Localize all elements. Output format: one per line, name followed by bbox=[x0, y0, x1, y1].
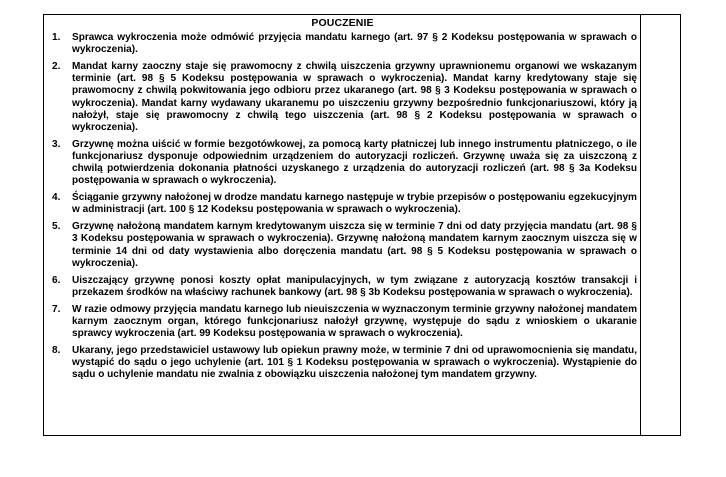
item-number: 5. bbox=[52, 221, 61, 233]
item-number: 3. bbox=[52, 138, 61, 150]
instructions-cell bbox=[44, 15, 641, 386]
list-item bbox=[44, 221, 641, 270]
item-text: Grzywnę nałożoną mandatem karnym kredytowanym uiszcza się w terminie 7 dni od daty przyjęcia mandatu (art. 98 § 3 Kodeksu postępowania w sprawach o wykroczenia). Grzywnę nałożoną mandatem karnym zaocznym uiszcza się w terminie 14 dni od daty wystawienia albo doręczenia mandatu (art. 98 § 5 Kodeksu postępowania w sprawach o wykroczenia). bbox=[72, 221, 637, 269]
list-item bbox=[44, 304, 641, 341]
item-text: Mandat karny zaoczny staje się prawomocny z chwilą uiszczenia grzywny uprawnionemu organowi we wskazanym terminie (art. 98 § 5 Kodeksu postępowania w sprawach o wykroczenia). Mandat karny kredytowany staje się prawomocny z chwilą pokwitowania jego odbioru przez ukaranego (art. 98 § 3 Kodeksu postępowania w sprawach o wykroczenia). Mandat karny wydawany ukaranemu po uiszczeniu grzywny bezpośrednio funkcjonariuszowi, który ją nałożył, staje się prawomocny z chwilą tego uiszczenia (art. 98 § 2 Kodeksu postępowania w sprawach o wykroczenia). bbox=[72, 61, 637, 134]
item-text: Sprawca wykroczenia może odmówić przyjęcia mandatu karnego (art. 97 § 2 Kodeksu postępowania w sprawach o wykroczenia). bbox=[72, 32, 637, 56]
empty-side-column bbox=[640, 15, 680, 435]
item-number: 2. bbox=[52, 61, 61, 72]
item-text: Ukarany, jego przedstawiciel ustawowy lub opiekun prawny może, w terminie 7 dni od uprawomocnienia się mandatu, wystąpić do sądu o jego uchylenie (art. 101 § 1 Kodeksu postępowania w sprawach o wykroczenia). Wystąpienie do sądu o uchylenie mandatu nie zwalnia z obowiązku uiszczenia nałożonej tym mandatem grzywny. bbox=[72, 344, 637, 381]
item-text: W razie odmowy przyjęcia mandatu karnego lub nieuiszczenia w wyznaczonym terminie grzywny nałożonej mandatem karnym zaocznym organ, którego funkcjonariusz nałożył grzywnę, występuje do sądu z wnioskiem o ukaranie sprawcy wykroczenia (art. 99 Kodeksu postępowania w sprawach o wykroczenia). bbox=[72, 303, 637, 340]
item-text: Grzywnę można uiścić w formie bezgotówkowej, za pomocą karty płatniczej lub innego instrumentu płatniczego, o ile funkcjonariusz dysponuje odpowiednim urządzeniem do autoryzacji rozliczeń. Grzywnę uważa się za uiszczoną z chwilą potwierdzenia dokonania płatności uzyskanego z urządzenia do autoryzacji rozliczeń (art. 98 § 3a Kodeksu postępowania w sprawach o wykroczenia). bbox=[72, 138, 637, 187]
list-item bbox=[44, 139, 641, 188]
item-number: 4. bbox=[52, 192, 61, 204]
list-item bbox=[44, 345, 641, 382]
item-number: 1. bbox=[52, 32, 61, 43]
item-text: Uiszczający grzywnę ponosi koszty opłat manipulacyjnych, w tym związane z autoryzacją kosztów transakcji i przekazem środków na właściwy rachunek bankowy (art. 98 § 3b Kodeksu postępowania w sprawach o wykroczenia). bbox=[72, 274, 637, 298]
list-item bbox=[44, 32, 641, 56]
list-item bbox=[44, 275, 641, 299]
item-number: 8. bbox=[52, 344, 61, 356]
list-item bbox=[44, 192, 641, 216]
list-item bbox=[44, 61, 641, 134]
item-number: 6. bbox=[52, 274, 61, 286]
item-number: 7. bbox=[52, 303, 61, 315]
instructions-table bbox=[43, 14, 681, 436]
item-text: Ściąganie grzywny nałożonej w drodze mandatu karnego następuje w trybie przepisów o postępowaniu egzekucyjnym w administracji (art. 100 § 12 Kodeksu postępowania w sprawach o wykroczenia). bbox=[72, 192, 637, 216]
instructions-list bbox=[44, 32, 641, 381]
document-title: POUCZENIE bbox=[311, 17, 374, 29]
